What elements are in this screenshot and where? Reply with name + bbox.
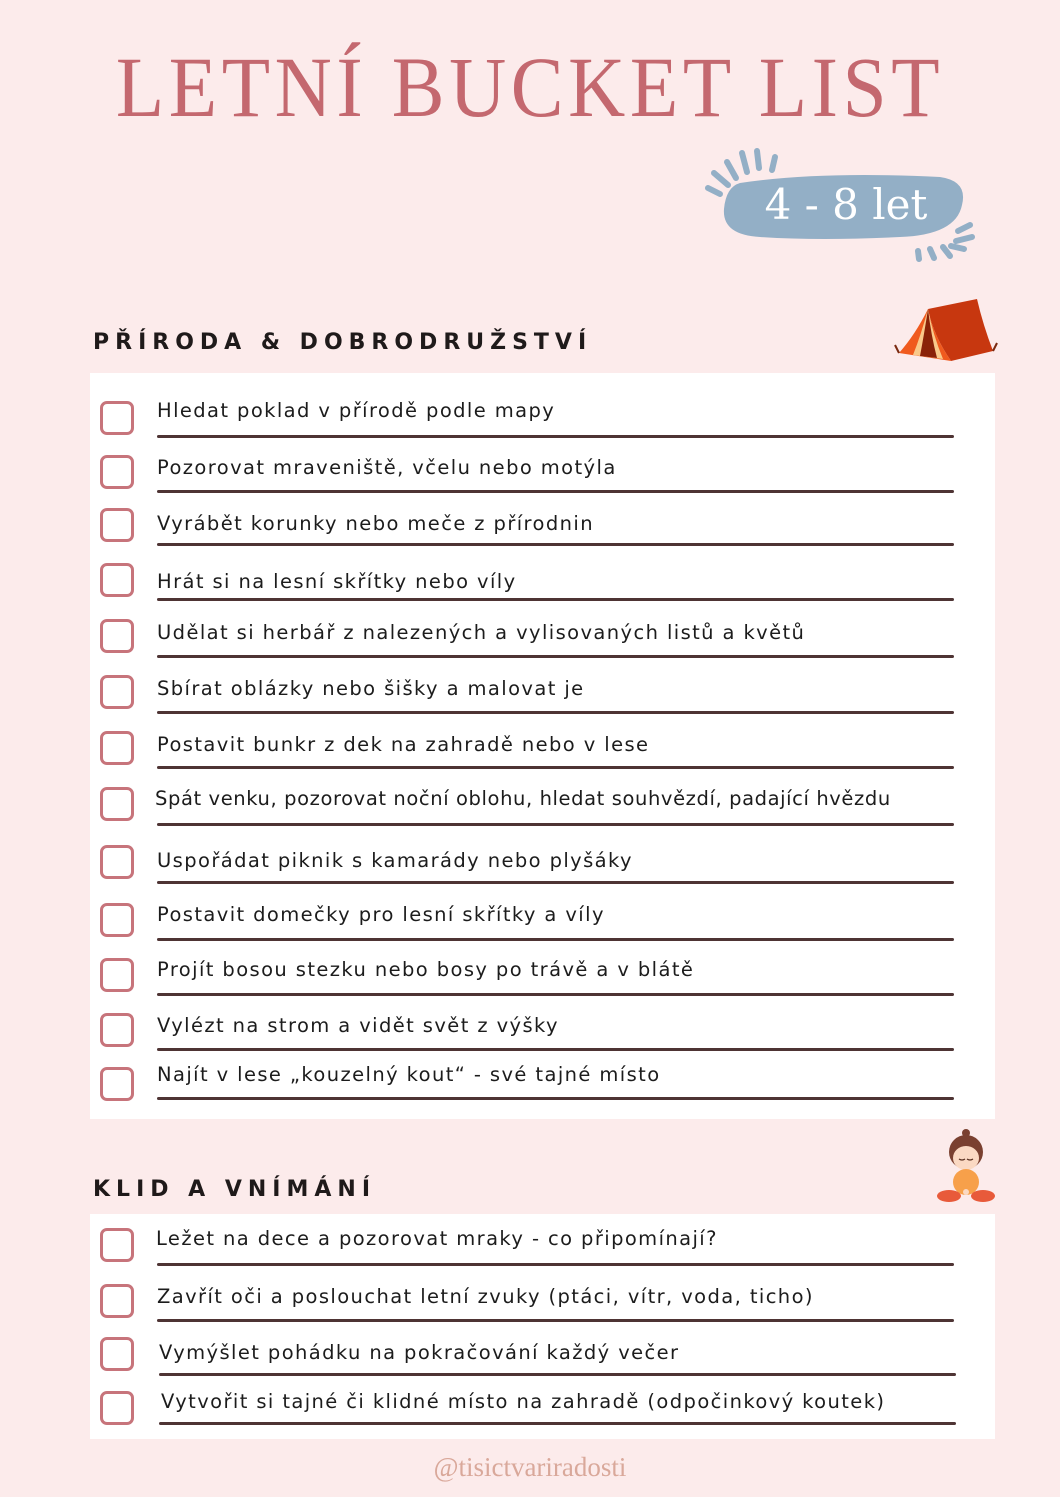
item-label: Sbírat oblázky nebo šišky a malovat je: [157, 677, 585, 700]
item-label: Zavřít oči a poslouchat letní zvuky (ptáci, vítr, voda, ticho): [157, 1285, 814, 1308]
writing-line: [157, 766, 954, 769]
list-item: [90, 1388, 995, 1442]
list-item: [90, 1010, 995, 1064]
list-item: [90, 785, 995, 839]
writing-line: [157, 711, 954, 714]
list-item: [90, 843, 995, 897]
item-label: Ležet na dece a pozorovat mraky - co připomínají?: [156, 1227, 718, 1250]
item-label: Postavit domečky pro lesní skřítky a víly: [157, 903, 605, 926]
writing-line: [157, 1048, 954, 1051]
checkbox[interactable]: [100, 675, 134, 709]
section-title-nature: PŘÍRODA & DOBRODRUŽSTVÍ: [93, 330, 593, 355]
list-item: [90, 955, 995, 1009]
list-item: [90, 1336, 995, 1390]
list-item: [90, 900, 995, 954]
item-label: Hrát si na lesní skřítky nebo víly: [157, 570, 517, 593]
checkbox[interactable]: [100, 1013, 134, 1047]
item-label: Vymýšlet pohádku na pokračování každý večer: [159, 1341, 680, 1364]
writing-line: [157, 598, 954, 601]
footer-handle: @tisictvariradosti: [433, 1452, 627, 1482]
checkbox[interactable]: [100, 1391, 134, 1425]
writing-line: [159, 1373, 956, 1376]
item-label: Uspořádat piknik s kamarády nebo plyšáky: [157, 849, 633, 872]
item-label: Pozorovat mraveniště, včelu nebo motýla: [157, 456, 617, 479]
meditating-child-icon: [935, 1128, 997, 1204]
writing-line: [157, 993, 954, 996]
writing-line: [159, 1422, 956, 1425]
list-item: [90, 617, 995, 671]
list-item: [90, 1063, 995, 1117]
checkbox[interactable]: [100, 958, 134, 992]
checkbox[interactable]: [100, 1067, 134, 1101]
tent-icon: [893, 295, 998, 367]
writing-line: [157, 543, 954, 546]
list-item: [90, 1224, 995, 1278]
nature-checklist: [90, 373, 995, 1119]
checkbox[interactable]: [100, 508, 134, 542]
checkbox[interactable]: [100, 845, 134, 879]
item-label: Vyrábět korunky nebo meče z přírodnin: [157, 512, 594, 535]
list-item: [90, 504, 995, 558]
checkbox[interactable]: [100, 1337, 134, 1371]
writing-line: [157, 881, 954, 884]
age-label: 4 - 8 let: [764, 180, 928, 229]
checkbox[interactable]: [100, 731, 134, 765]
item-label: Vytvořit si tajné či klidné místo na zahradě (odpočinkový koutek): [161, 1390, 886, 1413]
item-label: Najít v lese „kouzelný kout“ - své tajné místo: [157, 1063, 661, 1086]
writing-line: [157, 1097, 954, 1100]
item-label: Vylézt na strom a vidět svět z výšky: [157, 1014, 559, 1037]
list-item: [90, 673, 995, 727]
calm-checklist: [90, 1214, 995, 1439]
checkbox[interactable]: [100, 619, 134, 653]
writing-line: [157, 823, 954, 826]
checkbox[interactable]: [100, 563, 134, 597]
list-item: [90, 560, 995, 614]
item-label: Postavit bunkr z dek na zahradě nebo v lese: [157, 733, 650, 756]
checkbox[interactable]: [100, 903, 134, 937]
list-item: [90, 729, 995, 783]
writing-line: [157, 490, 954, 493]
checkbox[interactable]: [100, 1228, 134, 1262]
checkbox[interactable]: [100, 1284, 134, 1318]
writing-line: [157, 1263, 954, 1266]
checkbox[interactable]: [100, 787, 134, 821]
item-label: Hledat poklad v přírodě podle mapy: [157, 399, 556, 422]
item-label: Projít bosou stezku nebo bosy po trávě a v blátě: [157, 958, 695, 981]
age-badge: [700, 145, 980, 270]
item-label: Spát venku, pozorovat noční oblohu, hledat souhvězdí, padající hvězdu: [155, 787, 891, 810]
writing-line: [157, 1319, 954, 1322]
section-title-calm: KLID A VNÍMÁNÍ: [93, 1177, 376, 1202]
list-item: [90, 393, 995, 447]
writing-line: [157, 655, 954, 658]
item-label: Udělat si herbář z nalezených a vylisovaných listů a květů: [157, 621, 806, 644]
writing-line: [157, 435, 954, 438]
list-item: [90, 1282, 995, 1336]
checkbox[interactable]: [100, 401, 134, 435]
checkbox[interactable]: [100, 455, 134, 489]
list-item: [90, 449, 995, 503]
page-title: LETNÍ BUCKET LIST: [115, 39, 945, 135]
writing-line: [157, 938, 954, 941]
